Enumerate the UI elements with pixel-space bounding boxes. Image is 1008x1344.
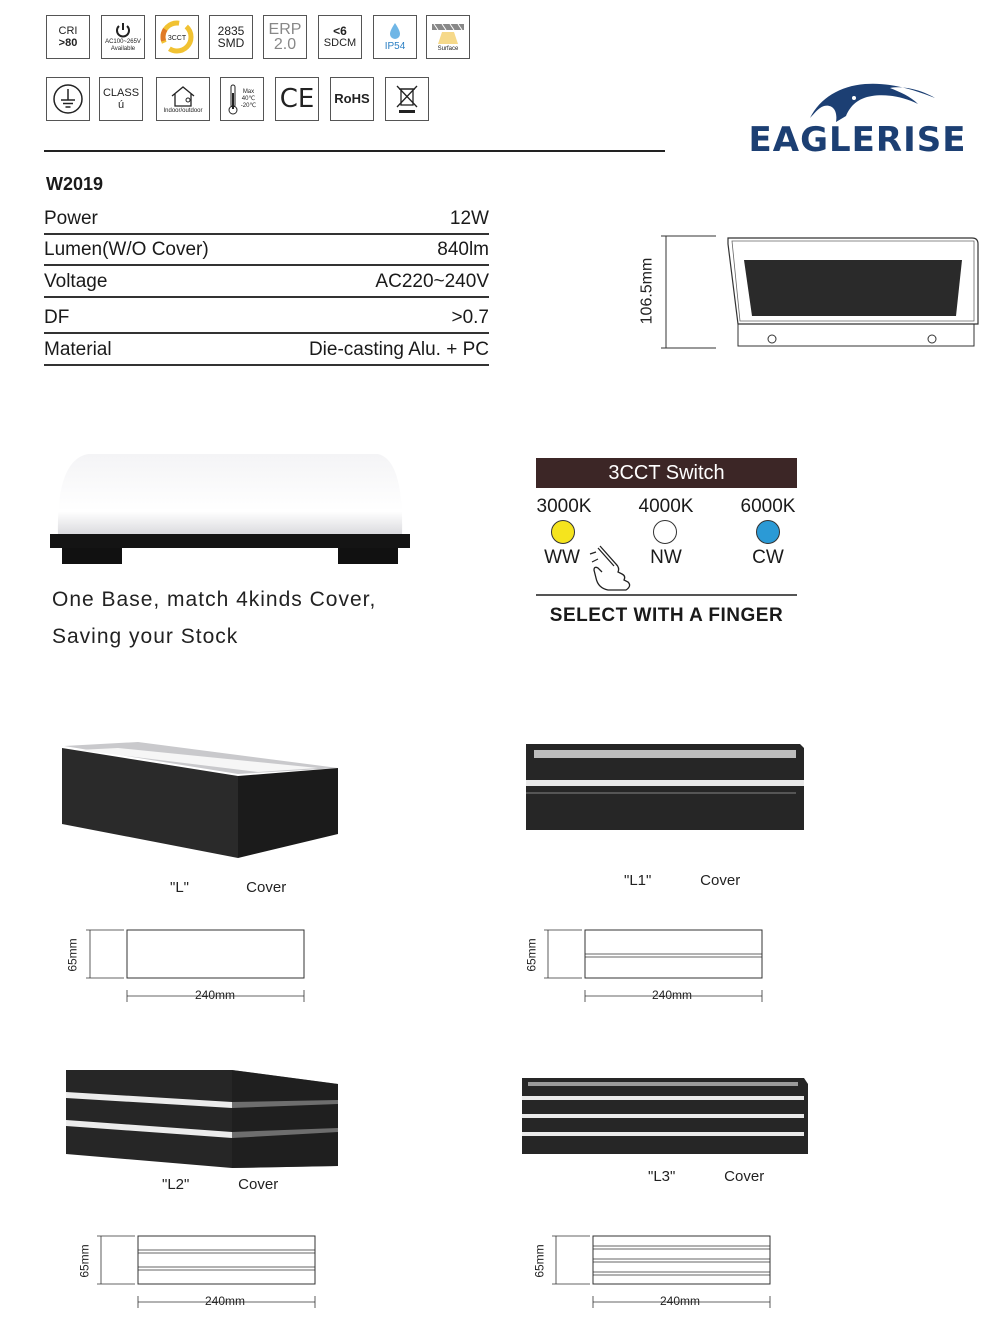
cover-l3-width-label: 240mm: [660, 1294, 701, 1308]
thermometer-icon: [228, 83, 238, 115]
crossed-bin-icon: [394, 83, 420, 115]
water-drop-icon: [384, 21, 406, 41]
indoor-outdoor-icon: Indoor/outdoor: [156, 77, 210, 121]
cover-code: "L": [170, 879, 189, 896]
cct-temp-cw: 6000K: [740, 496, 796, 517]
cct-temp-nw: 4000K: [638, 496, 694, 517]
power-symbol-icon: [114, 21, 132, 39]
cover-l-height-label: 65mm: [65, 938, 80, 972]
cct-switch-title: 3CCT Switch: [536, 458, 797, 488]
power-icon: AC100~265V Available: [101, 15, 145, 59]
cover-l-image: [58, 740, 343, 862]
cover-l1-image: [520, 740, 808, 840]
ground-icon: [46, 77, 90, 121]
cct-icon: [155, 15, 199, 59]
height-dimension-label: 106.5mm: [638, 257, 656, 325]
surface-mount-icon: Surface: [426, 15, 470, 59]
cct-code-nw: NW: [650, 547, 682, 568]
side-dimension-drawing: [660, 228, 990, 358]
cover-l3-image: [518, 1074, 810, 1160]
erp-icon: ERP 2.0: [263, 15, 307, 59]
cover-code: "L3": [648, 1168, 676, 1185]
cover-l-width-label: 240mm: [195, 988, 236, 1002]
model-number: W2019: [46, 174, 104, 194]
spec-label: Lumen(W/O Cover): [44, 239, 209, 260]
eaglerise-logo: [740, 76, 975, 160]
ce-mark-icon: CE: [275, 77, 319, 121]
spec-label: Material: [44, 339, 112, 360]
cct-rule: [536, 594, 797, 596]
spec-value: Die-casting Alu. + PC: [308, 339, 489, 360]
cover-l1-caption: [624, 872, 740, 889]
cover-label: Cover: [724, 1168, 765, 1185]
cri-icon: CRI >80: [46, 15, 90, 59]
cct-code-ww: WW: [544, 547, 580, 568]
spec-value: 12W: [449, 208, 489, 229]
cct-dot-ww: [551, 520, 575, 544]
cover-label: Cover: [238, 1176, 279, 1193]
spec-value: AC220~240V: [375, 271, 489, 292]
spec-row: [44, 304, 489, 334]
cct-dot-nw: [653, 520, 677, 544]
rohs-icon: RoHS: [330, 77, 374, 121]
cover-l2-image: [62, 1066, 342, 1170]
eagle-wing-icon: [740, 76, 975, 126]
cct-dot-cw: [756, 520, 780, 544]
product-photo: [48, 450, 413, 568]
cover-code: "L2": [162, 1176, 190, 1193]
svg-text:3CCT: 3CCT: [167, 35, 187, 42]
header-rule: [44, 150, 665, 152]
earth-ground-icon: [51, 82, 85, 116]
spec-row: [44, 205, 489, 235]
cover-l2-height-label: 65mm: [77, 1244, 92, 1278]
cover-label: Cover: [700, 872, 741, 889]
cct-code-cw: CW: [752, 547, 784, 568]
cover-l-caption: [170, 879, 286, 896]
spec-row: [44, 236, 489, 266]
logo-text: EAGLERISE: [748, 120, 967, 160]
temperature-icon: Max 40℃ -20℃: [220, 77, 264, 121]
spec-row: [44, 336, 489, 366]
spec-label: Power: [44, 208, 98, 229]
slogan-line-1: One Base, match 4kinds Cover,: [52, 588, 377, 611]
select-with-finger-text: SELECT WITH A FINGER: [549, 605, 784, 626]
surface-icon: [430, 22, 466, 46]
smd-icon: 2835 SMD: [209, 15, 253, 59]
cover-label: Cover: [246, 879, 287, 896]
cct-temp-ww: 3000K: [536, 496, 592, 517]
weee-bin-icon: [385, 77, 429, 121]
finger-pointer-icon: [588, 542, 638, 592]
ip54-icon: IP54: [373, 15, 417, 59]
sdcm-icon: <6 SDCM: [318, 15, 362, 59]
cover-l3-caption: [648, 1168, 764, 1185]
spec-row: [44, 268, 489, 298]
cover-l1-height-label: 65mm: [524, 938, 539, 972]
cover-l2-width-label: 240mm: [205, 1294, 246, 1308]
slogan-line-2: Saving your Stock: [52, 625, 239, 648]
cover-l1-width-label: 240mm: [652, 988, 693, 1002]
spec-value: >0.7: [451, 307, 489, 328]
spec-label: DF: [44, 307, 70, 328]
spec-value: 840lm: [437, 239, 489, 260]
house-icon: [168, 84, 198, 108]
spec-label: Voltage: [44, 271, 108, 292]
cover-l2-caption: [162, 1176, 278, 1193]
class-icon: CLASS ú: [99, 77, 143, 121]
cover-l3-height-label: 65mm: [532, 1244, 547, 1278]
cover-code: "L1": [624, 872, 652, 889]
cct-ring-icon: [158, 18, 196, 56]
